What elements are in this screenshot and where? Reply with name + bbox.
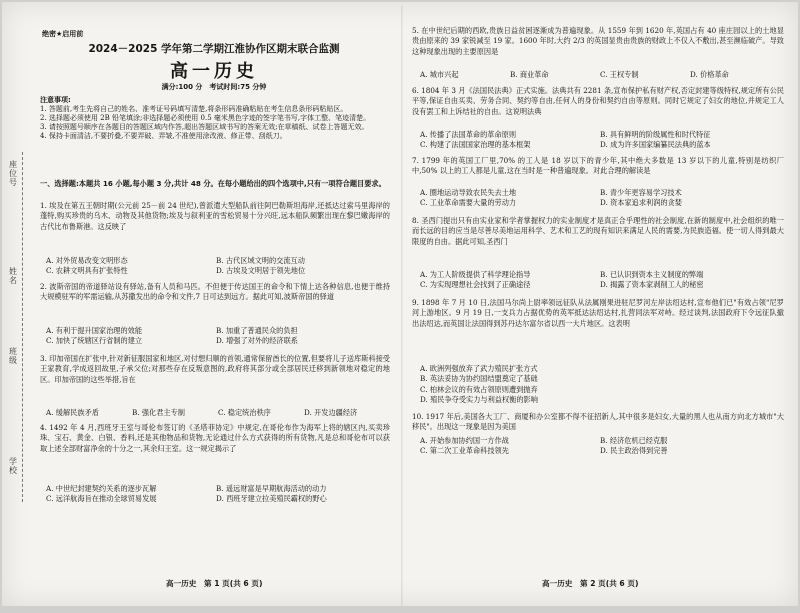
question-9-options bbox=[420, 364, 784, 406]
name-label: 姓名 bbox=[9, 267, 17, 285]
option-b: B. 英法妥协为协约国结盟奠定了基础 bbox=[420, 374, 538, 384]
question-3-options bbox=[46, 408, 390, 418]
option-a: A. 城市兴起 bbox=[420, 70, 459, 79]
option-b: B. 经济危机已经克服 bbox=[600, 436, 668, 445]
question-3: 3. 印加帝国在扩张中,针对新征服国家和地区,对付想归顺的首领,通常保留酋长的位置,但要将儿子送库斯科接受王家教育,学成返回故里,子承父位;对那些存在反叛意图的,政府将其部分或全部居民迁移到新领地对稳定的地区。印加帝国的这些举措,旨在 bbox=[40, 354, 390, 384]
option-d: D. 开发边疆经济 bbox=[304, 408, 358, 417]
notice-item: 2. 选择题必须使用 2B 铅笔填涂;非选择题必须使用 0.5 毫米黑色字迹的签字笔书写,字体工整、笔迹清楚。 bbox=[40, 114, 371, 122]
school-label: 学校 bbox=[9, 457, 17, 475]
option-d: D. 民主政治得到完善 bbox=[600, 446, 668, 456]
notice-title: 注意事项: bbox=[40, 96, 71, 104]
page-footer: 高一历史 第 1 页(共 6 页) bbox=[166, 579, 263, 588]
option-d: D. 殖民争夺受实力与利益权衡的影响 bbox=[420, 395, 538, 405]
question-8: 8. 圣西门提出只有由实业家和学者掌握权力的实业制度才是真正合乎理性的社会制度,在新的制度中,社会组织的唯一而长远的目的应当是尽善尽美地运用科学、艺术和工艺的现有知识来满足人民的需要,为民族造福。使一切人得到最大限度的自由。据此可知,圣西门 bbox=[412, 216, 784, 246]
notice-item: 1. 答题前,考生先将自己的姓名、准考证号码填写清楚,将条形码准确粘贴在考生信息条形码粘贴区。 bbox=[40, 105, 348, 113]
class-label: 班级 bbox=[9, 347, 17, 365]
option-b: B. 强化君主专制 bbox=[132, 408, 185, 417]
question-10: 10. 1917 年后,美国各大工厂、商厦和办公室都不得不征招新人,其中很多是妇女,大量的黑人也从南方向北方城市"大移民"。出现这一现象是因为美国 bbox=[412, 412, 784, 432]
option-b: B. 具有鲜明的阶级属性和时代特征 bbox=[600, 130, 711, 139]
option-c: C. 构建了法国国家治理的基本框架 bbox=[420, 140, 531, 150]
option-a: A. 对外贸易改变文明形态 bbox=[46, 256, 128, 265]
option-c: C. 稳定统治秩序 bbox=[218, 408, 271, 417]
option-c: C. 加快了统辖区行省制的建立 bbox=[46, 336, 143, 346]
exam-title: 2024－2025 学年第二学期江淮协作区期末联合监测 bbox=[88, 43, 340, 55]
option-a: A. 中世纪封建契约关系的逐步瓦解 bbox=[46, 484, 157, 493]
option-c: C. 远洋航海旨在推动全球贸易发展 bbox=[46, 494, 157, 504]
question-7-options bbox=[420, 188, 784, 209]
section-heading: 一、选择题:本题共 16 小题,每小题 3 分,共计 48 分。在每小题给出的四个选项中,只有一项符合题目要求。 bbox=[40, 179, 386, 188]
question-8-options bbox=[420, 270, 784, 291]
option-b: B. 加重了普通民众的负担 bbox=[216, 326, 298, 335]
question-6: 6. 1804 年 3 月《法国民法典》正式实施。法典共有 2281 条,宣布保护私有财产权,否定封建等级特权,规定所有公民平等,保证自由买卖、劳务合同、契约等自由,任何人的身份和契约自由等原则。同时它规定了妇女的地位,并规定工人没有罢工和上诉结社的自由。这说明法典 bbox=[412, 86, 784, 116]
option-a: A. 有利于提升国家治理的效能 bbox=[46, 326, 143, 335]
option-d: D. 西班牙建立拉美殖民霸权的野心 bbox=[216, 494, 327, 504]
notice-item: 4. 保持卡面清洁,不要折叠,不要弄破、弄皱,不准使用涂改液、修正带、刮纸刀。 bbox=[40, 132, 287, 140]
question-2: 2. 波斯帝国的帝道驿站设有驿站,备有人员和马匹。不但便于传达国王的命令和下情上达各种信息,也便于维持大规模驻军的军需运输,从苏撒发出的命令和文件,7 日可达到远方。据此可知,波斯帝国的驿道 bbox=[40, 282, 390, 302]
option-a: A. 开始参加协约国一方作战 bbox=[420, 436, 509, 445]
notice-block bbox=[40, 96, 390, 141]
question-6-options bbox=[420, 130, 784, 151]
question-1: 1. 埃及在第五王朝时期(公元前 25－前 24 世纪),曾派遣大型船队前往阿巴勒斯坦海岸,还抵达过索马里海岸的蓬特,购买珍贵的乌木、动物及其他货物;埃及与叙利亚的雪松贸易十分兴旺,远本船队频繁出现在黎巴嫩海岸的古代比布鲁斯港。这反映了 bbox=[40, 201, 390, 231]
option-b: B. 古代区域文明的交流互动 bbox=[216, 256, 305, 265]
question-10-options bbox=[420, 436, 784, 457]
option-b: B. 商业革命 bbox=[510, 70, 549, 79]
page-fold bbox=[401, 6, 403, 606]
option-d: D. 增强了对外的经济联系 bbox=[216, 336, 298, 346]
subject-title: 高一历史 bbox=[170, 61, 258, 82]
option-c: C. 工业革命需要大量的劳动力 bbox=[420, 198, 517, 208]
option-a: A. 欧洲列强放弃了武力殖民扩张方式 bbox=[420, 364, 538, 373]
page-footer: 高一历史 第 2 页(共 6 页) bbox=[542, 579, 639, 588]
question-2-options bbox=[46, 326, 390, 347]
option-b: B. 已认识到资本主义制度的弊端 bbox=[600, 270, 704, 279]
option-d: D. 价格革命 bbox=[690, 70, 729, 79]
option-b: B. 青少年更容易学习技术 bbox=[600, 188, 682, 197]
option-c: C. 柏林会议的有效占领原则遭到抛弃 bbox=[420, 384, 538, 394]
binding-gutter bbox=[2, 2, 32, 608]
question-5-options bbox=[420, 70, 784, 80]
option-a: A. 缓解民族矛盾 bbox=[46, 408, 99, 417]
question-9: 9. 1898 年 7 月 10 日,法国马尔尚上尉率领远征队从法属刚果进驻尼罗河左岸法绍达村,宣布他们已"有效占领"尼罗河上游地区。9 月 19 日,一支兵力占据优势的英军抵达法绍达村,扎营同法军对峙。经过谈判,法国政府下令远征队撤出法绍达,而英国让法国得到苏丹达尔富尔省以西一大片地区。这表明 bbox=[412, 298, 784, 328]
option-a: A. 为工人阶级提供了科学理论指导 bbox=[420, 270, 531, 279]
question-1-options bbox=[46, 256, 390, 277]
seal-line bbox=[22, 152, 23, 502]
option-b: B. 遥远财富是早期航海活动的动力 bbox=[216, 484, 327, 493]
notice-item: 3. 请按照题号顺序在各题目的答题区域内作答,超出答题区域书写的答案无效;在草稿纸、试卷上答题无效。 bbox=[40, 123, 369, 131]
option-c: C. 第二次工业革命科技领先 bbox=[420, 446, 509, 456]
option-a: A. 圈地运动导致农民失去土地 bbox=[420, 188, 517, 197]
option-c: C. 为实现理想社会找到了正确途径 bbox=[420, 280, 531, 290]
option-d: D. 资本家追求利润的贪婪 bbox=[600, 198, 682, 208]
option-c: C. 王权专制 bbox=[600, 70, 639, 79]
question-4-options bbox=[46, 484, 390, 505]
option-d: D. 古埃及文明居于领先地位 bbox=[216, 266, 306, 276]
option-d: D. 揭露了资本家剥削工人的秘密 bbox=[600, 280, 704, 290]
question-7: 7. 1799 年的英国工厂里,70% 的工人是 18 岁以下的青少年,其中绝大多数是 13 岁以下的儿童,特别是纺织厂中,50% 以上的工人都是儿童,这在当时是一种普遍现象。对此合理的解读是 bbox=[412, 156, 784, 176]
question-4: 4. 1492 年 4 月,西班牙王室与哥伦布签订的《圣塔菲协定》中规定,在哥伦布作为海军上将的辖区内,买卖珍珠、宝石、黄金、白银、香料,还是其他物品和货物,无论通过什么方式获得的所有货物,凡是总和哥伦布可以获取上述全部财富净余的十分之一,其余归王室。这一规定揭示了 bbox=[40, 423, 390, 453]
question-5: 5. 在中世纪后期的西欧,贵族日益贫困逐渐成为普遍现象。从 1559 年到 1620 年,英国占有 40 座庄园以上的土地显贵由原来的 39 家锐减至 19 家。1600 年时,大约 2/3 的英国显贵由贵族的财政上不仅入不敷出,甚至濒临破产。导致这种现象出现的主要原因是 bbox=[412, 26, 784, 56]
option-d: D. 成为许多国家编纂民法典的蓝本 bbox=[600, 140, 711, 150]
secret-tag: 绝密★启用前 bbox=[42, 30, 84, 38]
seat-number-label: 座位号 bbox=[9, 160, 17, 187]
exam-meta: 满分:100 分 考试时间:75 分钟 bbox=[161, 83, 267, 91]
option-a: A. 传播了法国革命的革命原则 bbox=[420, 130, 517, 139]
option-c: C. 农耕文明具有扩张特性 bbox=[46, 266, 128, 276]
exam-sheet bbox=[2, 2, 798, 606]
